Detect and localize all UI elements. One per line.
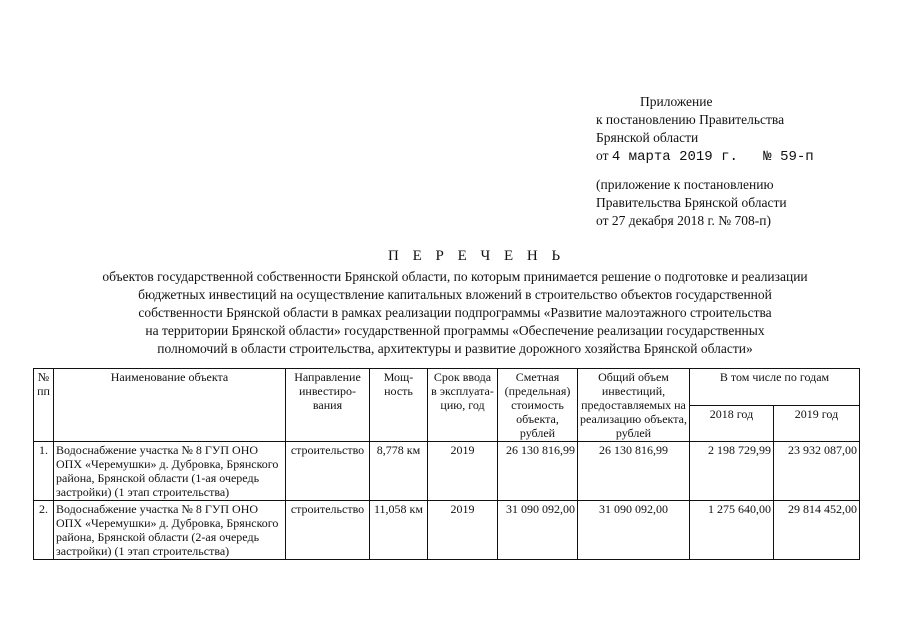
cell-num: 1. <box>34 442 54 501</box>
cell-cost: 26 130 816,99 <box>498 442 578 501</box>
header-cost: Сметная (предельная) стоимость объекта, рублей <box>498 369 578 442</box>
header-by-year: В том числе по годам <box>690 369 860 406</box>
subtitle-line: собственности Брянской области в рамках реализации подпрограммы «Развитие малоэтажного строительства <box>138 305 772 320</box>
appendix-title: Приложение <box>640 94 713 109</box>
date-prefix: от <box>596 148 609 163</box>
cell-direction: строительство <box>286 442 370 501</box>
previous-decree-line: от 27 декабря 2018 г. № 708-п) <box>596 213 771 228</box>
previous-decree-line: (приложение к постановлению <box>596 177 774 192</box>
cell-2018: 1 275 640,00 <box>690 501 774 560</box>
appendix-line: Брянской области <box>596 130 699 145</box>
header-term: Срок ввода в эксплуата-цию, год <box>428 369 498 442</box>
subtitle-line: на территории Брянской области» государственной программы «Обеспечение реализации государственных <box>145 323 765 338</box>
subtitle-line: бюджетных инвестиций на осуществление капитальных вложений в строительство объектов государственной <box>138 287 772 302</box>
cell-2019: 23 932 087,00 <box>774 442 860 501</box>
cell-term: 2019 <box>428 442 498 501</box>
table-row <box>34 442 860 501</box>
cell-total: 31 090 092,00 <box>578 501 690 560</box>
cell-capacity: 11,058 км <box>370 501 428 560</box>
header-2018: 2018 год <box>690 405 774 442</box>
header-capacity: Мощ-ность <box>370 369 428 442</box>
objects-table <box>33 368 860 560</box>
cell-name: Водоснабжение участка № 8 ГУП ОНО ОПХ «Черемушки» д. Дубровка, Брянского района, Брянской области (1-ая очередь застройки) (1 этап строительства) <box>54 442 286 501</box>
subtitle-line: полномочий в области строительства, архитектуры и развитие дорожного хозяйства Брянской области» <box>157 341 753 356</box>
subtitle-line: объектов государственной собственности Брянской области, по которым принимается решение о подготовке и реализации <box>102 269 808 284</box>
header-num: № пп <box>34 369 54 442</box>
cell-total: 26 130 816,99 <box>578 442 690 501</box>
cell-num: 2. <box>34 501 54 560</box>
header-name: Наименование объекта <box>54 369 286 442</box>
header-direction: Направление инвестиро-вания <box>286 369 370 442</box>
decree-number: № 59-п <box>763 149 814 165</box>
document-subtitle <box>40 268 870 358</box>
appendix-line: к постановлению Правительства <box>596 112 785 127</box>
cell-cost: 31 090 092,00 <box>498 501 578 560</box>
decree-date: 4 марта 2019 г. <box>611 149 738 165</box>
appendix-block <box>596 93 814 230</box>
table-row <box>34 501 860 560</box>
cell-2019: 29 814 452,00 <box>774 501 860 560</box>
cell-name: Водоснабжение участка № 8 ГУП ОНО ОПХ «Черемушки» д. Дубровка, Брянского района, Брянской области (2-ая очередь застройки) (1 этап строительства) <box>54 501 286 560</box>
cell-direction: строительство <box>286 501 370 560</box>
cell-term: 2019 <box>428 501 498 560</box>
previous-decree-line: Правительства Брянской области <box>596 195 787 210</box>
header-2019: 2019 год <box>774 405 860 442</box>
cell-2018: 2 198 729,99 <box>690 442 774 501</box>
appendix-date-line <box>596 147 814 166</box>
document-title: П Е Р Е Ч Е Н Ь <box>388 248 566 264</box>
header-total: Общий объем инвестиций, предоставляемых на реализацию объекта, рублей <box>578 369 690 442</box>
cell-capacity: 8,778 км <box>370 442 428 501</box>
